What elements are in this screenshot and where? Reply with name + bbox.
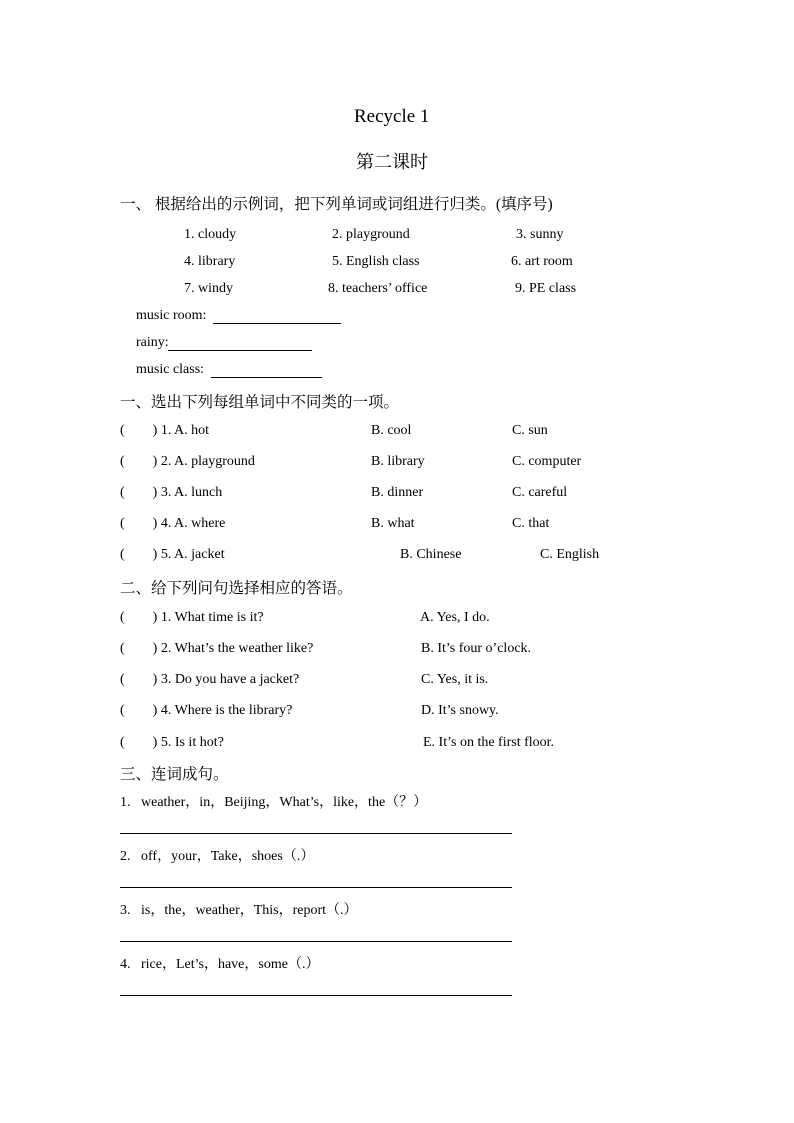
sentence-item: 4. rice，Let’s，have，some（.） [120, 957, 320, 972]
matching-answer: B. It’s four o’clock. [421, 641, 532, 656]
option-c: C. computer [512, 454, 582, 469]
page-title: Recycle 1 [354, 106, 430, 127]
matching-question: ( ) 1. What time is it? [120, 610, 264, 625]
word-item: 1. cloudy [184, 227, 237, 242]
matching-answer: A. Yes, I do. [420, 610, 490, 625]
matching-question: ( ) 3. Do you have a jacket? [120, 672, 300, 687]
option-b: B. library [371, 454, 425, 469]
category-label: rainy: [136, 335, 169, 350]
question-prefix: ( ) 4. A. where [120, 516, 226, 531]
question-prefix: ( ) 2. A. playground [120, 454, 255, 469]
option-b: B. Chinese [400, 547, 462, 562]
section-heading-classify: 一、 根据给出的示例词，把下列单词或词组进行归类。(填序号) [120, 196, 553, 213]
matching-question: ( ) 5. Is it hot? [120, 735, 224, 750]
matching-question: ( ) 2. What’s the weather like? [120, 641, 314, 656]
answer-line[interactable] [120, 887, 512, 888]
section-heading-sentences: 三、连词成句。 [120, 766, 229, 783]
section-heading-odd-one-out: 一、选出下列每组单词中不同类的一项。 [120, 394, 400, 411]
page-subtitle: 第二课时 [356, 152, 428, 172]
word-item: 6. art room [511, 254, 573, 269]
matching-answer: E. It’s on the first floor. [423, 735, 555, 750]
word-item: 5. English class [332, 254, 420, 269]
category-label: music room: [136, 308, 207, 323]
option-c: C. careful [512, 485, 568, 500]
answer-line[interactable] [120, 995, 512, 996]
answer-line[interactable] [120, 941, 512, 942]
answer-line[interactable] [168, 350, 312, 351]
question-prefix: ( ) 3. A. lunch [120, 485, 223, 500]
option-c: C. sun [512, 423, 548, 438]
word-item: 4. library [184, 254, 236, 269]
option-b: B. cool [371, 423, 412, 438]
answer-line[interactable] [213, 323, 341, 324]
word-item: 9. PE class [515, 281, 577, 296]
matching-question: ( ) 4. Where is the library? [120, 703, 293, 718]
question-prefix: ( ) 1. A. hot [120, 423, 210, 438]
option-c: C. English [540, 547, 600, 562]
answer-line[interactable] [211, 377, 322, 378]
answer-line[interactable] [120, 833, 512, 834]
word-item: 7. windy [184, 281, 233, 296]
word-item: 8. teachers’ office [328, 281, 428, 296]
option-c: C. that [512, 516, 550, 531]
option-b: B. what [371, 516, 415, 531]
matching-answer: C. Yes, it is. [421, 672, 489, 687]
sentence-item: 2. off，your，Take，shoes（.） [120, 849, 315, 864]
category-label: music class: [136, 362, 205, 377]
word-item: 2. playground [332, 227, 410, 242]
sentence-item: 1. weather，in，Beijing，What’s，like，the（？） [120, 795, 428, 810]
matching-answer: D. It’s snowy. [421, 703, 499, 718]
section-heading-matching: 二、给下列问句选择相应的答语。 [120, 580, 353, 597]
question-prefix: ( ) 5. A. jacket [120, 547, 225, 562]
word-item: 3. sunny [516, 227, 564, 242]
option-b: B. dinner [371, 485, 424, 500]
sentence-item: 3. is，the，weather，This，report（.） [120, 903, 358, 918]
